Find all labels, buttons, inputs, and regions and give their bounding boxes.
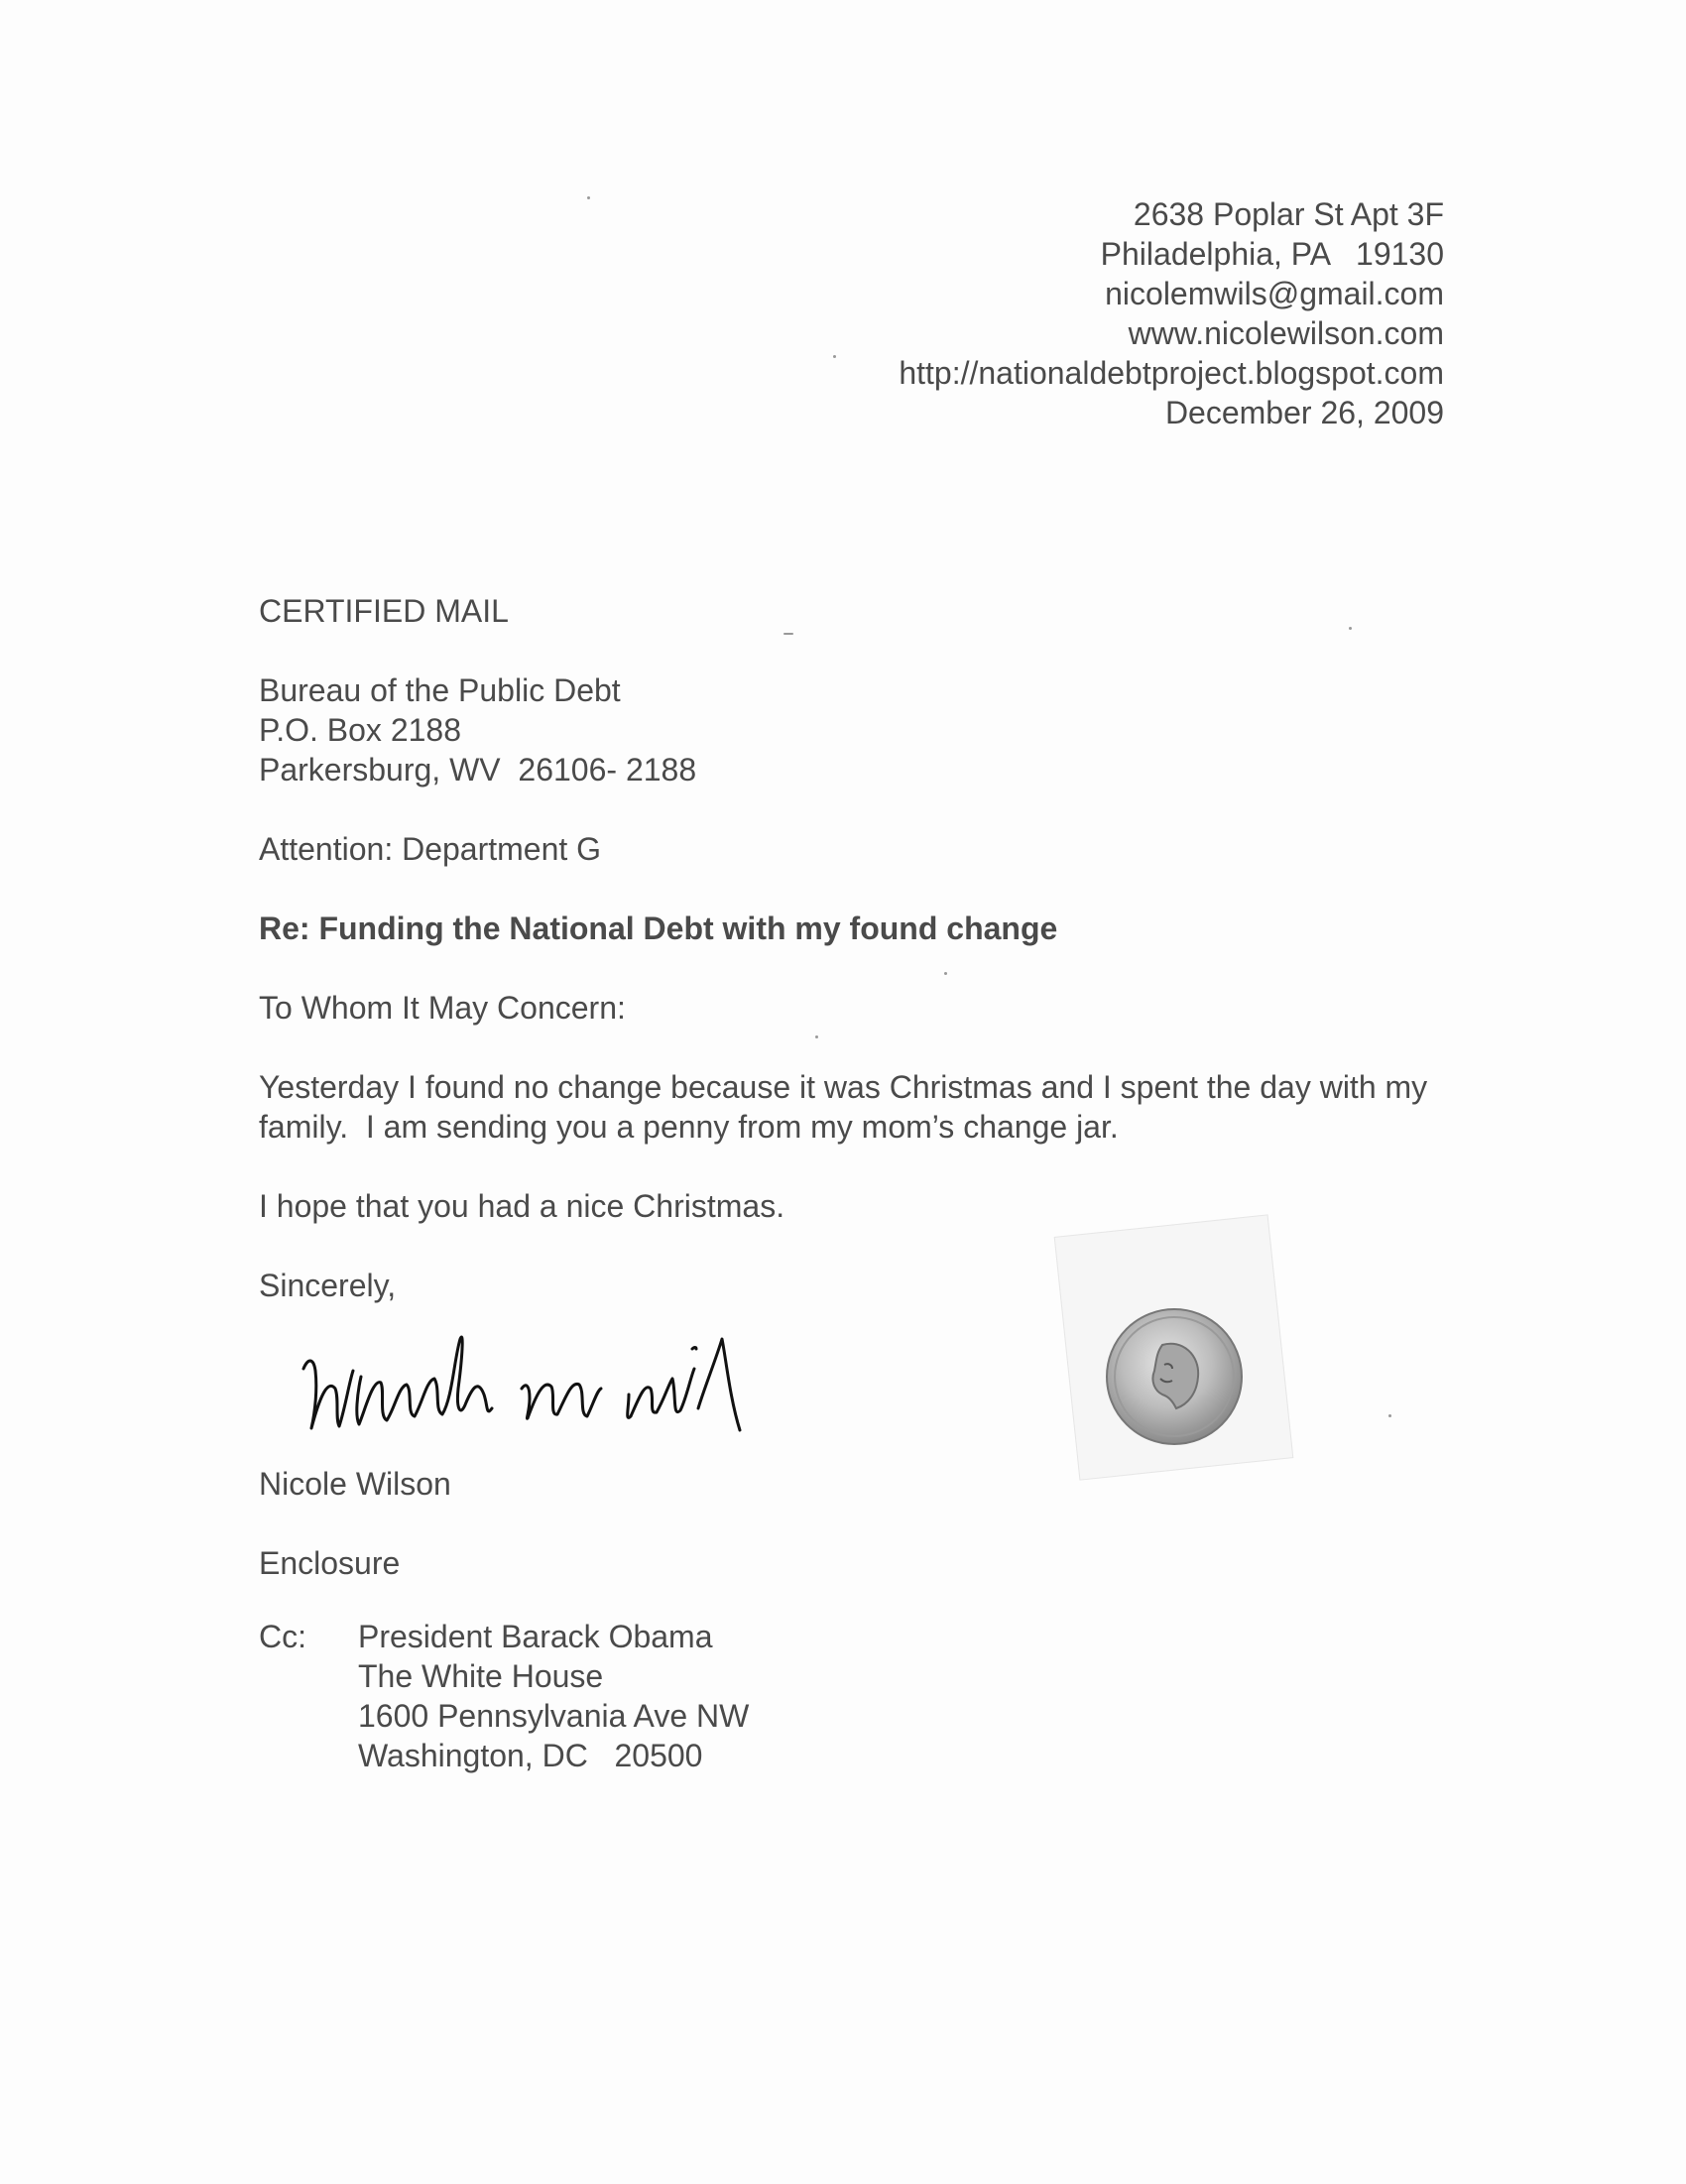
- handwritten-signature: [296, 1299, 821, 1458]
- recipient-city-line: Parkersburg, WV 26106- 2188: [259, 752, 697, 788]
- scan-speck: [944, 972, 947, 975]
- cc-label: Cc:: [259, 1619, 306, 1654]
- scan-speck: [783, 633, 793, 635]
- body-paragraph-2: I hope that you had a nice Christmas.: [259, 1188, 785, 1224]
- attention-line: Attention: Department G: [259, 831, 602, 867]
- enclosure-note: Enclosure: [259, 1545, 401, 1581]
- sender-address-line2: Philadelphia, PA 19130: [1100, 236, 1444, 272]
- scan-speck: [1388, 1414, 1391, 1417]
- recipient-po-box: P.O. Box 2188: [259, 712, 461, 748]
- cc-line: President Barack Obama: [358, 1619, 713, 1654]
- closing: Sincerely,: [259, 1268, 397, 1303]
- scan-speck: [587, 196, 590, 199]
- cc-recipient-block: [358, 1617, 749, 1775]
- sender-website: www.nicolewilson.com: [1128, 315, 1444, 351]
- recipient-name: Bureau of the Public Debt: [259, 672, 621, 708]
- subject-line: Re: Funding the National Debt with my found change: [259, 910, 1058, 946]
- letter-date: December 26, 2009: [1164, 395, 1444, 430]
- scan-speck: [833, 355, 836, 358]
- sender-email: nicolemwils@gmail.com: [1105, 276, 1444, 311]
- sender-address-line1: 2638 Poplar St Apt 3F: [1133, 196, 1444, 232]
- sender-blog-url: http://nationaldebtproject.blogspot.com: [899, 355, 1444, 391]
- body-paragraph-1: Yesterday I found no change because it was Christmas and I spent the day with my family. I am sending you a penny from my mom’s change jar.: [259, 1069, 1437, 1145]
- mail-type: CERTIFIED MAIL: [259, 593, 509, 629]
- salutation: To Whom It May Concern:: [259, 990, 626, 1026]
- cc-line: 1600 Pennsylvania Ave NW: [358, 1698, 750, 1734]
- penny-coin: [1103, 1305, 1246, 1448]
- cc-line: Washington, DC 20500: [358, 1738, 703, 1773]
- cc-line: The White House: [358, 1658, 604, 1694]
- scan-speck: [815, 1035, 818, 1038]
- signer-name: Nicole Wilson: [259, 1466, 451, 1502]
- scan-speck: [1349, 627, 1352, 630]
- sender-address-block: [899, 194, 1444, 432]
